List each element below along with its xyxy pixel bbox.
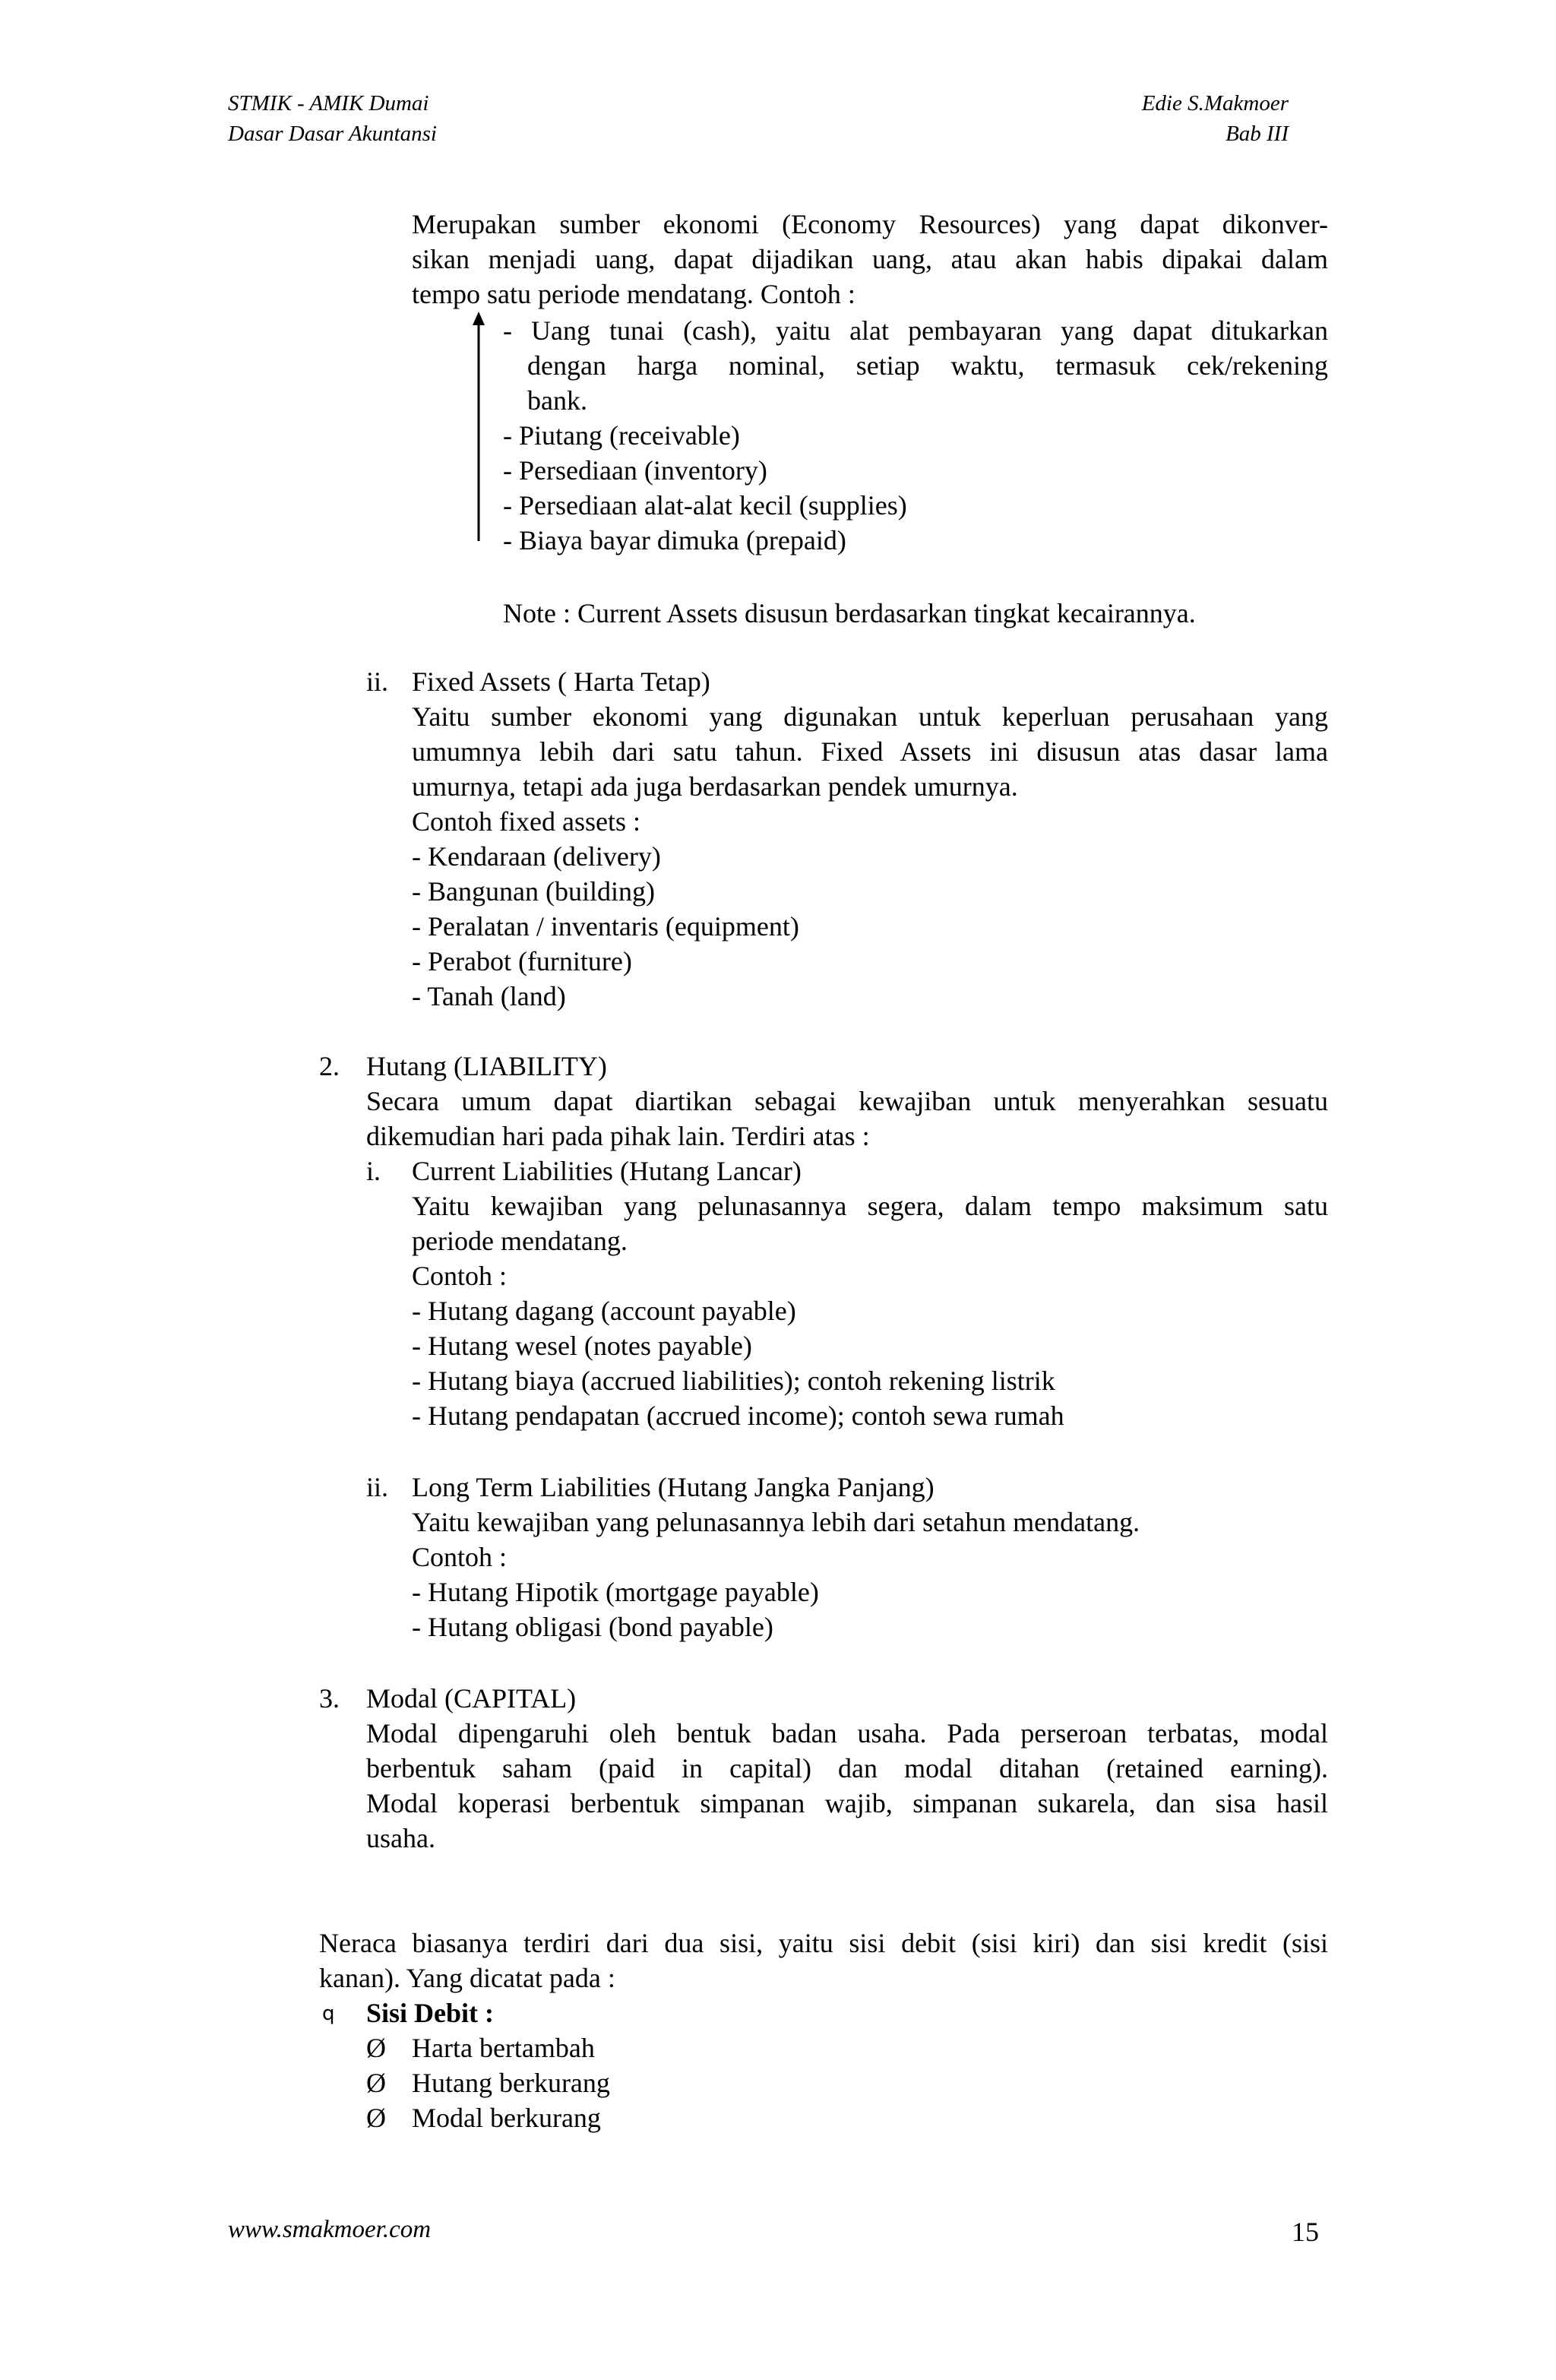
header-course: Dasar Dasar Akuntansi [228,122,437,146]
arrow-bullet-icon: Ø [366,2068,386,2098]
cash-line-2: dengan harga nominal, setiap waktu, termasuk cek/rekening [527,350,1328,381]
current-liabilities-examples-label: Contoh : [412,1261,508,1291]
debit-item: Modal berkurang [412,2103,601,2133]
long-term-liabilities-numeral: ii. [366,1472,389,1502]
fixed-assets-line-3: umurnya, tetapi ada juga berdasarkan pendek umurnya. [412,771,1018,802]
current-asset-item: - Persediaan (inventory) [503,455,767,486]
long-term-liabilities-title: Long Term Liabilities (Hutang Jangka Panjang) [412,1472,935,1502]
long-term-liability-item: - Hutang obligasi (bond payable) [412,1612,773,1642]
header-chapter: Bab III [1226,122,1289,146]
arrow-bullet-icon: Ø [366,2103,386,2133]
liquidity-arrow-icon [471,312,486,541]
current-liability-item: - Hutang biaya (accrued liabilities); contoh rekening listrik [412,1366,1055,1396]
current-liabilities-line-2: periode mendatang. [412,1226,628,1256]
debit-item: Hutang berkurang [412,2068,610,2098]
fixed-asset-item: - Peralatan / inventaris (equipment) [412,911,799,942]
capital-line-3: Modal koperasi berbentuk simpanan wajib, simpanan sukarela, dan sisa hasil [366,1788,1328,1818]
fixed-asset-item: - Tanah (land) [412,981,566,1011]
liability-line-2: dikemudian hari pada pihak lain. Terdiri atas : [366,1121,870,1151]
header-institution: STMIK - AMIK Dumai [228,91,429,116]
liability-title: Hutang (LIABILITY) [366,1051,607,1081]
long-term-liabilities-line-1: Yaitu kewajiban yang pelunasannya lebih dari setahun mendatang. [412,1507,1140,1537]
cash-line-1: - Uang tunai (cash), yaitu alat pembayaran yang dapat ditukarkan [503,315,1328,346]
fixed-asset-item: - Perabot (furniture) [412,946,632,976]
header-left [228,88,437,149]
neraca-line-2: kanan). Yang dicatat pada : [319,1963,615,1993]
page-number: 15 [1292,2217,1319,2247]
fixed-assets-line-2: umumnya lebih dari satu tahun. Fixed Assets ini disusun atas dasar lama [412,736,1328,767]
fixed-assets-examples-label: Contoh fixed assets : [412,806,640,837]
debit-item: Harta bertambah [412,2033,595,2063]
fixed-asset-item: - Bangunan (building) [412,876,655,907]
liability-numeral: 2. [319,1051,340,1081]
arrow-bullet-icon: Ø [366,2033,386,2063]
header-right [1140,88,1289,149]
current-liability-item: - Hutang pendapatan (accrued income); contoh sewa rumah [412,1400,1064,1431]
fixed-asset-item: - Kendaraan (delivery) [412,841,661,872]
capital-line-2: berbentuk saham (paid in capital) dan modal ditahan (retained earning). [366,1753,1328,1783]
liability-line-1: Secara umum dapat diartikan sebagai kewajiban untuk menyerahkan sesuatu [366,1086,1328,1116]
cash-line-3: bank. [527,385,587,416]
checkbox-bullet-icon: q [322,2002,335,2025]
note-text: Note : Current Assets disusun berdasarkan tingkat kecairannya. [503,598,1196,628]
current-liabilities-numeral: i. [366,1156,381,1186]
current-liabilities-title: Current Liabilities (Hutang Lancar) [412,1156,802,1186]
capital-title: Modal (CAPITAL) [366,1683,577,1714]
fixed-assets-title: Fixed Assets ( Harta Tetap) [412,666,710,697]
current-liability-item: - Hutang dagang (account payable) [412,1296,796,1326]
long-term-liability-item: - Hutang Hipotik (mortgage payable) [412,1577,819,1607]
header-author: Edie S.Makmoer [1141,91,1289,116]
intro-line-3: tempo satu periode mendatang. Contoh : [412,279,855,309]
fixed-assets-line-1: Yaitu sumber ekonomi yang digunakan untuk keperluan perusahaan yang [412,701,1328,732]
capital-line-4: usaha. [366,1823,435,1853]
fixed-assets-numeral: ii. [366,666,389,697]
footer-website: www.smakmoer.com [228,2216,432,2243]
current-asset-item: - Piutang (receivable) [503,420,740,451]
intro-line-2: sikan menjadi uang, dapat dijadikan uang, atau akan habis dipakai dalam [412,244,1328,274]
capital-line-1: Modal dipengaruhi oleh bentuk badan usaha. Pada perseroan terbatas, modal [366,1718,1328,1749]
current-asset-item: - Persediaan alat-alat kecil (supplies) [503,490,907,521]
intro-line-1: Merupakan sumber ekonomi (Economy Resources) yang dapat dikonver- [412,209,1328,239]
current-liability-item: - Hutang wesel (notes payable) [412,1331,752,1361]
current-liabilities-line-1: Yaitu kewajiban yang pelunasannya segera, dalam tempo maksimum satu [412,1191,1328,1221]
debit-side-title: Sisi Debit : [366,1998,495,2028]
capital-numeral: 3. [319,1683,340,1714]
long-term-liabilities-examples-label: Contoh : [412,1542,508,1572]
neraca-line-1: Neraca biasanya terdiri dari dua sisi, yaitu sisi debit (sisi kiri) dan sisi kredit (sisi [319,1928,1328,1958]
current-asset-item: - Biaya bayar dimuka (prepaid) [503,525,846,555]
